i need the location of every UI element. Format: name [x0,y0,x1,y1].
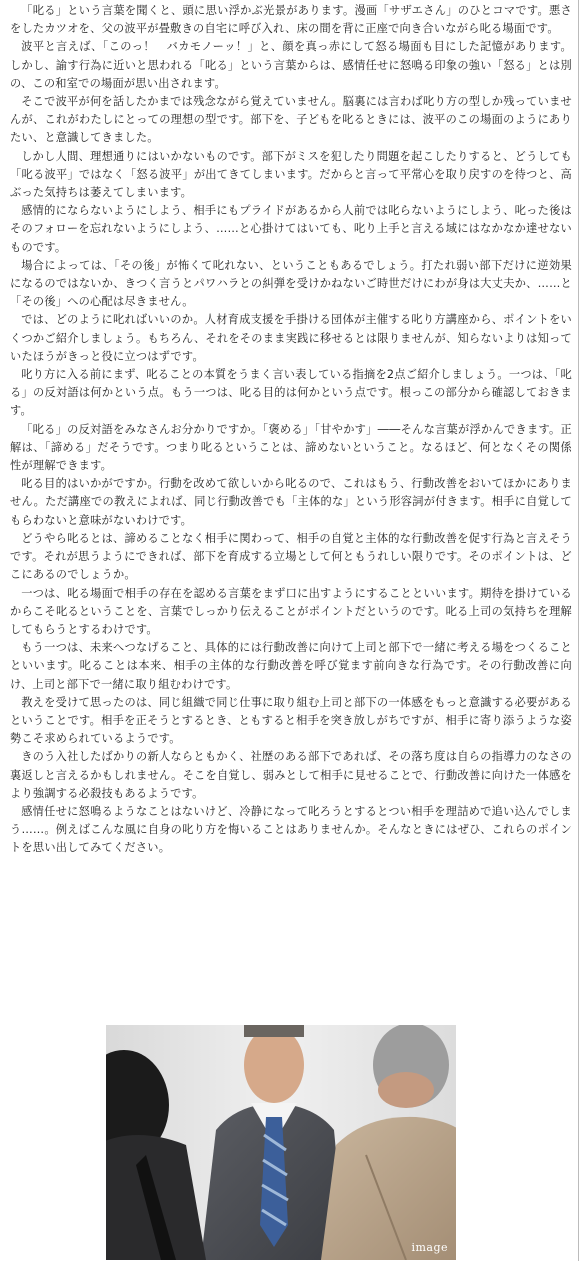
paragraph: 波平と言えば、「このっ！ バカモノーッ！」と、顔を真っ赤にして怒る場面も目にした記憶があります。しかし、諭す行為に近いと思われる「叱る」という言葉からは、感情任せに怒鳴る印象の強い「怒る」とは別の、この和室での場面が思い出されます。 [10,40,572,90]
paragraph: 叱り方に入る前にまず、叱ることの本質をうまく言い表している指摘を2点ご紹介しましょう。一つは、「叱る」の反対語は何かという点。もう一つは、叱る目的は何かという点です。根っこの部分から確認しておきます。 [10,368,572,418]
paragraph: しかし人間、理想通りにはいかないものです。部下がミスを犯したり問題を起こしたりすると、どうしても「叱る波平」ではなく「怒る波平」が出てきてしまいます。だからと言って平常心を取り戻すのを待つと、高ぶった気持ちは萎えてしまいます。 [10,149,572,200]
paragraph: では、どのように叱ればいいのか。人材育成支援を手掛ける団体が主催する叱り方講座から、ポイントをいくつかご紹介しましょう。もちろん、それをそのまま実践に移せるとは限りませんが、知らないよりは知っていたほうがきっと役に立つはずです。 [10,313,572,363]
paragraph: 叱る目的はいかがですか。行動を改めて欲しいから叱るので、これはもう、行動改善をおいてほかにありません。ただ講座での教えによれば、同じ行動改善でも「主体的な」という形容詞が付きます。相手に自覚してもらわないと意味がないわけです。 [10,477,572,527]
paragraph: 一つは、叱る場面で相手の存在を認める言葉をまず口に出すようにすることといいます。期待を掛けているからこそ叱るということを、言葉でしっかり伝えることがポイントだというのです。叱る上司の気持ちを理解してもらうとするわけです。 [10,586,572,636]
paragraph: きのう入社したばかりの新人ならともかく、社歴のある部下であれば、その落ち度は自らの指導力のなさの裏返しと言えるかもしれません。そこを自覚し、弱みとして相手に見せることで、行動改善に向けた一体感をより強調する必殺技もあるようです。 [10,750,572,800]
article-body [10,2,572,858]
article-photo [106,1025,456,1260]
paragraph: 感情的にならないようにしよう、相手にもプライドがあるから人前では叱らないようにしよう、叱った後はそのフォローを忘れないようにしよう、……と心掛けてはいても、叱り上手と言える域にはなかなか達せないものです。 [10,204,572,254]
paragraph: 感情任せに怒鳴るようなことはないけど、冷静になって叱ろうとするとつい相手を理詰めで追い込んでしまう……。例えばこんな風に自身の叱り方を悔いることはありませんか。そんなときにはぜひ、これらのポイントを思い出してみてください。 [10,804,572,855]
paragraph: そこで波平が何を話したかまでは残念ながら覚えていません。脳裏には言わば叱り方の型しか残っていませんが、これがわたしにとっての理想の型です。部下を、子どもを叱るときには、波平のこの場面のようにありたい、と意識してきました。 [10,95,572,145]
paragraph: 場合によっては、「その後」が怖くて叱れない、ということもあるでしょう。打たれ弱い部下だけに逆効果になるのではないか、きつく言うとパワハラとの糾弾を受けかねないご時世だけにわが身は大丈夫か、……と「その後」への心配は尽きません。 [10,258,572,309]
paragraph: 「叱る」の反対語をみなさんお分かりですか。「褒める」「甘やかす」――そんな言葉が浮かんできます。正解は、「諦める」だそうです。つまり叱るということは、諦めないということ。なるほど、何となくその関係性が理解できます。 [10,422,572,473]
paragraph: どうやら叱るとは、諦めることなく相手に関わって、相手の自覚と主体的な行動改善を促す行為と言えそうです。それが思うようにできれば、部下を育成する立場として何ともうれしい限りです。そのポイントは、どこにあるのでしょうか。 [10,531,572,582]
paragraph: 「叱る」という言葉を聞くと、頭に思い浮かぶ光景があります。漫画「サザエさん」のひとコマです。悪さをしたカツオを、父の波平が畳敷きの自宅に呼び入れ、床の間を背に正座で向き合いながら叱る場面です。 [10,4,572,36]
office-scene-illustration [106,1025,456,1260]
paragraph: もう一つは、未来へつなげること、具体的には行動改善に向けて上司と部下で一緒に考える場をつくることといいます。叱ることは本来、相手の主体的な行動改善を呼び覚ます前向きな行為です。その行動改善に向け、上司と部下で一緒に取り組むわけです。 [10,641,572,691]
photo-caption: image [411,1241,448,1254]
page-border [578,0,579,1261]
paragraph: 教えを受けて思ったのは、同じ組織で同じ仕事に取り組む上司と部下の一体感をもっと意識する必要があるということです。相手を正そうとするとき、ともすると相手を突き放しがちですが、相手に寄り添うような姿勢こそ求められているようです。 [10,695,572,746]
